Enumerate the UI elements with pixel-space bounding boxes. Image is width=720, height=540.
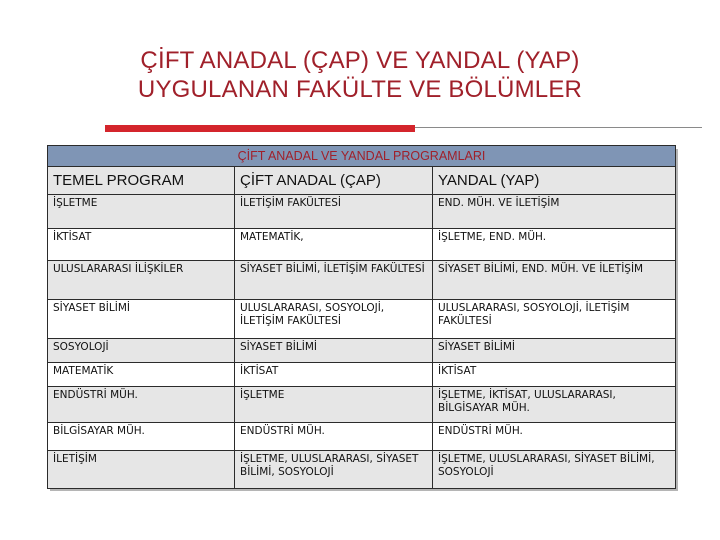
table-row [48, 363, 676, 387]
table-row [48, 387, 676, 423]
table-cell-program: SİYASET BİLİMİ [48, 300, 235, 339]
table-cell-yap: İŞLETME, ULUSLARARASI, SİYASET BİLİMİ, SOSYOLOJİ [433, 451, 676, 489]
slide-title-line-2: UYGULANAN FAKÜLTE VE BÖLÜMLER [137, 76, 583, 103]
header-temel-program: TEMEL PROGRAM [48, 167, 235, 195]
accent-line [415, 127, 702, 128]
table-cell-cap: İKTİSAT [235, 363, 433, 387]
header-yandal: YANDAL (YAP) [433, 167, 676, 195]
table-cell-program: İLETİŞİM [48, 451, 235, 489]
table-row [48, 300, 676, 339]
table-row [48, 195, 676, 229]
table-row [48, 451, 676, 489]
table-cell-yap: İKTİSAT [433, 363, 676, 387]
table-row [48, 339, 676, 363]
table-cell-cap: MATEMATİK, [235, 229, 433, 261]
table-cell-program: MATEMATİK [48, 363, 235, 387]
header-cift-anadal: ÇİFT ANADAL (ÇAP) [235, 167, 433, 195]
accent-bar [105, 125, 415, 132]
table-cell-program: ENDÜSTRİ MÜH. [48, 387, 235, 423]
table-cell-program: BİLGİSAYAR MÜH. [48, 423, 235, 451]
slide-title [0, 46, 720, 104]
table-cell-yap: İŞLETME, END. MÜH. [433, 229, 676, 261]
table-cell-program: İŞLETME [48, 195, 235, 229]
table-cell-program: İKTİSAT [48, 229, 235, 261]
table-cell-cap: SİYASET BİLİMİ, İLETİŞİM FAKÜLTESİ [235, 261, 433, 300]
table-cell-yap: İŞLETME, İKTİSAT, ULUSLARARASI, BİLGİSAYAR MÜH. [433, 387, 676, 423]
table-cell-cap: ULUSLARARASI, SOSYOLOJİ, İLETİŞİM FAKÜLTESİ [235, 300, 433, 339]
table-banner: ÇİFT ANADAL VE YANDAL PROGRAMLARI [48, 146, 676, 167]
table-row [48, 261, 676, 300]
programs-table-container [47, 145, 675, 487]
table-cell-cap: İLETİŞİM FAKÜLTESİ [235, 195, 433, 229]
programs-table [47, 145, 676, 489]
table-cell-yap: ULUSLARARASI, SOSYOLOJİ, İLETİŞİM FAKÜLTESİ [433, 300, 676, 339]
table-row [48, 229, 676, 261]
table-cell-program: SOSYOLOJİ [48, 339, 235, 363]
table-cell-yap: END. MÜH. VE İLETİŞİM [433, 195, 676, 229]
table-cell-yap: ENDÜSTRİ MÜH. [433, 423, 676, 451]
table-row [48, 423, 676, 451]
table-header-row [48, 167, 676, 195]
table-cell-yap: SİYASET BİLİMİ, END. MÜH. VE İLETİŞİM [433, 261, 676, 300]
table-cell-program: ULUSLARARASI İLİŞKİLER [48, 261, 235, 300]
table-cell-cap: İŞLETME, ULUSLARARASI, SİYASET BİLİMİ, SOSYOLOJİ [235, 451, 433, 489]
table-cell-yap: SİYASET BİLİMİ [433, 339, 676, 363]
table-cell-cap: İŞLETME [235, 387, 433, 423]
slide-title-line-1: ÇİFT ANADAL (ÇAP) VE YANDAL (YAP) [140, 47, 580, 74]
table-cell-cap: ENDÜSTRİ MÜH. [235, 423, 433, 451]
table-cell-cap: SİYASET BİLİMİ [235, 339, 433, 363]
